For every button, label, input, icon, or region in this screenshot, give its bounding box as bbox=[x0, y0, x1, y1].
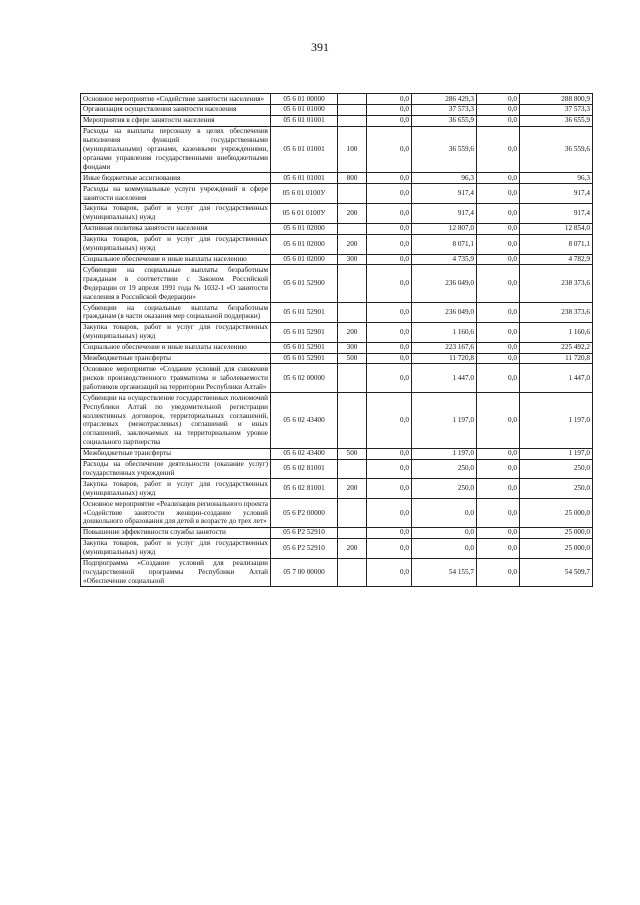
row-expense-type: 800 bbox=[338, 173, 367, 184]
row-code: 05 6 01 00000 bbox=[271, 94, 338, 105]
row-expense-type bbox=[338, 459, 367, 479]
row-expense-type bbox=[338, 223, 367, 234]
row-value-4: 917,4 bbox=[520, 184, 593, 204]
row-name: Закупка товаров, работ и услуг для государственных (муниципальных) нужд bbox=[81, 538, 271, 558]
row-value-4: 37 573,3 bbox=[520, 104, 593, 115]
row-value-1: 0,0 bbox=[367, 527, 412, 538]
table-row bbox=[81, 303, 593, 323]
row-value-4: 11 720,8 bbox=[520, 353, 593, 364]
row-value-4: 96,3 bbox=[520, 173, 593, 184]
row-value-3: 0,0 bbox=[477, 558, 520, 587]
row-name: Расходы на обеспечение деятельности (оказание услуг) государственных учреждений bbox=[81, 459, 271, 479]
row-value-3: 0,0 bbox=[477, 115, 520, 126]
row-expense-type: 300 bbox=[338, 254, 367, 265]
row-expense-type bbox=[338, 499, 367, 528]
row-name: Субвенции на социальные выплаты безработным гражданам (в части оказания мер социальной поддержки) bbox=[81, 303, 271, 323]
row-value-3: 0,0 bbox=[477, 364, 520, 393]
row-expense-type bbox=[338, 303, 367, 323]
row-value-3: 0,0 bbox=[477, 265, 520, 303]
table-row bbox=[81, 527, 593, 538]
row-value-2: 250,0 bbox=[412, 459, 477, 479]
row-value-1: 0,0 bbox=[367, 126, 412, 173]
row-name: Повышение эффективности службы занятости bbox=[81, 527, 271, 538]
row-value-4: 238 373,6 bbox=[520, 303, 593, 323]
row-name: Мероприятия в сфере занятости населения bbox=[81, 115, 271, 126]
row-value-4: 36 559,6 bbox=[520, 126, 593, 173]
row-code: 05 6 02 00000 bbox=[271, 364, 338, 393]
row-expense-type bbox=[338, 265, 367, 303]
row-value-3: 0,0 bbox=[477, 303, 520, 323]
row-code: 05 6 01 0100У bbox=[271, 184, 338, 204]
row-value-4: 1 160,6 bbox=[520, 322, 593, 342]
row-code: 05 6 02 81001 bbox=[271, 459, 338, 479]
row-value-4: 4 782,9 bbox=[520, 254, 593, 265]
budget-table-body bbox=[81, 94, 593, 587]
row-value-3: 0,0 bbox=[477, 254, 520, 265]
row-value-1: 0,0 bbox=[367, 364, 412, 393]
row-value-1: 0,0 bbox=[367, 115, 412, 126]
row-value-2: 286 429,3 bbox=[412, 94, 477, 105]
row-expense-type: 500 bbox=[338, 353, 367, 364]
row-code: 05 6 P2 52910 bbox=[271, 538, 338, 558]
row-value-2: 96,3 bbox=[412, 173, 477, 184]
row-value-2: 54 155,7 bbox=[412, 558, 477, 587]
row-value-1: 0,0 bbox=[367, 303, 412, 323]
row-value-2: 236 049,0 bbox=[412, 303, 477, 323]
row-expense-type bbox=[338, 104, 367, 115]
table-row bbox=[81, 126, 593, 173]
row-value-2: 0,0 bbox=[412, 538, 477, 558]
row-value-1: 0,0 bbox=[367, 223, 412, 234]
table-row bbox=[81, 364, 593, 393]
row-value-3: 0,0 bbox=[477, 223, 520, 234]
row-name: Субвенции на социальные выплаты безработным гражданам в соответствии с Законом Российской Федерации от 19 апреля 1991 года № 1032-1 «О занятости населения в Российской Федерации» bbox=[81, 265, 271, 303]
table-row bbox=[81, 104, 593, 115]
row-value-4: 1 447,0 bbox=[520, 364, 593, 393]
row-value-1: 0,0 bbox=[367, 254, 412, 265]
row-value-3: 0,0 bbox=[477, 527, 520, 538]
row-value-3: 0,0 bbox=[477, 203, 520, 223]
row-value-4: 250,0 bbox=[520, 479, 593, 499]
row-value-1: 0,0 bbox=[367, 393, 412, 448]
row-name: Подпрограмма «Создание условий для реализации государственной программы Республики Алтай «Обеспечение социальной bbox=[81, 558, 271, 587]
row-value-2: 1 197,0 bbox=[412, 448, 477, 459]
table-row bbox=[81, 448, 593, 459]
row-value-1: 0,0 bbox=[367, 353, 412, 364]
row-value-2: 36 559,6 bbox=[412, 126, 477, 173]
row-value-3: 0,0 bbox=[477, 538, 520, 558]
row-value-3: 0,0 bbox=[477, 393, 520, 448]
table-row bbox=[81, 234, 593, 254]
row-expense-type: 200 bbox=[338, 538, 367, 558]
row-name: Активная политика занятости населения bbox=[81, 223, 271, 234]
row-value-1: 0,0 bbox=[367, 459, 412, 479]
row-value-1: 0,0 bbox=[367, 203, 412, 223]
row-value-1: 0,0 bbox=[367, 558, 412, 587]
row-value-3: 0,0 bbox=[477, 353, 520, 364]
row-value-4: 8 071,1 bbox=[520, 234, 593, 254]
row-code: 05 7 00 00000 bbox=[271, 558, 338, 587]
row-value-3: 0,0 bbox=[477, 104, 520, 115]
row-value-3: 0,0 bbox=[477, 342, 520, 353]
table-row bbox=[81, 223, 593, 234]
row-expense-type: 200 bbox=[338, 203, 367, 223]
row-value-4: 288 800,9 bbox=[520, 94, 593, 105]
row-expense-type: 300 bbox=[338, 342, 367, 353]
row-code: 05 6 P2 52910 bbox=[271, 527, 338, 538]
row-value-4: 36 655,9 bbox=[520, 115, 593, 126]
row-value-2: 917,4 bbox=[412, 184, 477, 204]
row-value-3: 0,0 bbox=[477, 448, 520, 459]
row-name: Иные бюджетные ассигнования bbox=[81, 173, 271, 184]
row-name: Расходы на выплаты персоналу в целях обеспечения выполнения функций государственными (муниципальными) органами, казенными учреждениями, органами управления государственными внебюджетными фондами bbox=[81, 126, 271, 173]
row-name: Межбюджетные трансферты bbox=[81, 448, 271, 459]
row-code: 05 6 01 01000 bbox=[271, 104, 338, 115]
row-value-1: 0,0 bbox=[367, 94, 412, 105]
row-name: Межбюджетные трансферты bbox=[81, 353, 271, 364]
row-value-2: 1 160,6 bbox=[412, 322, 477, 342]
row-value-2: 1 447,0 bbox=[412, 364, 477, 393]
row-name: Социальное обеспечение и иные выплаты населению bbox=[81, 254, 271, 265]
row-value-1: 0,0 bbox=[367, 499, 412, 528]
row-code: 05 6 02 43400 bbox=[271, 393, 338, 448]
table-row bbox=[81, 558, 593, 587]
row-value-2: 0,0 bbox=[412, 527, 477, 538]
row-value-1: 0,0 bbox=[367, 265, 412, 303]
row-expense-type: 200 bbox=[338, 479, 367, 499]
row-value-2: 37 573,3 bbox=[412, 104, 477, 115]
row-code: 05 6 01 52901 bbox=[271, 322, 338, 342]
row-value-3: 0,0 bbox=[477, 94, 520, 105]
row-value-1: 0,0 bbox=[367, 104, 412, 115]
row-value-4: 238 373,6 bbox=[520, 265, 593, 303]
table-row bbox=[81, 499, 593, 528]
row-value-1: 0,0 bbox=[367, 173, 412, 184]
table-row bbox=[81, 254, 593, 265]
row-value-3: 0,0 bbox=[477, 322, 520, 342]
row-name: Основное мероприятие «Реализация регионального проекта «Содействие занятости женщин-создание условий дошкольного образования для детей в возрасте до трех лет» bbox=[81, 499, 271, 528]
row-value-4: 12 854,0 bbox=[520, 223, 593, 234]
row-value-2: 12 807,0 bbox=[412, 223, 477, 234]
table-row bbox=[81, 353, 593, 364]
row-expense-type bbox=[338, 393, 367, 448]
row-value-3: 0,0 bbox=[477, 184, 520, 204]
row-value-2: 8 071,1 bbox=[412, 234, 477, 254]
row-expense-type bbox=[338, 115, 367, 126]
row-value-3: 0,0 bbox=[477, 499, 520, 528]
row-value-1: 0,0 bbox=[367, 234, 412, 254]
row-value-4: 250,0 bbox=[520, 459, 593, 479]
row-value-2: 1 197,0 bbox=[412, 393, 477, 448]
row-value-4: 25 000,0 bbox=[520, 538, 593, 558]
budget-table bbox=[80, 93, 593, 587]
row-value-1: 0,0 bbox=[367, 448, 412, 459]
row-code: 05 6 01 01001 bbox=[271, 173, 338, 184]
table-row bbox=[81, 393, 593, 448]
row-name: Субвенции на осуществление государственных полномочий Республики Алтай по уведомительной регистрации коллективных договоров, территориальных соглашений, отраслевых (межотраслевых) соглашений и иных соглашений, заключаемых на территориальном уровне социального партнерства bbox=[81, 393, 271, 448]
row-expense-type: 200 bbox=[338, 322, 367, 342]
row-value-3: 0,0 bbox=[477, 459, 520, 479]
row-code: 05 6 01 01001 bbox=[271, 115, 338, 126]
row-value-4: 917,4 bbox=[520, 203, 593, 223]
row-code: 05 6 02 81001 bbox=[271, 479, 338, 499]
row-value-4: 25 000,0 bbox=[520, 499, 593, 528]
row-name: Закупка товаров, работ и услуг для государственных (муниципальных) нужд bbox=[81, 479, 271, 499]
row-value-4: 225 492,2 bbox=[520, 342, 593, 353]
row-value-2: 250,0 bbox=[412, 479, 477, 499]
row-name: Социальное обеспечение и иные выплаты населению bbox=[81, 342, 271, 353]
table-row bbox=[81, 342, 593, 353]
row-value-2: 4 735,9 bbox=[412, 254, 477, 265]
row-code: 05 6 P2 00000 bbox=[271, 499, 338, 528]
row-code: 05 6 01 02000 bbox=[271, 254, 338, 265]
table-row bbox=[81, 184, 593, 204]
row-value-1: 0,0 bbox=[367, 322, 412, 342]
row-expense-type bbox=[338, 364, 367, 393]
row-expense-type: 500 bbox=[338, 448, 367, 459]
table-row bbox=[81, 173, 593, 184]
row-expense-type bbox=[338, 527, 367, 538]
row-value-1: 0,0 bbox=[367, 184, 412, 204]
table-row bbox=[81, 538, 593, 558]
row-expense-type: 100 bbox=[338, 126, 367, 173]
row-value-4: 1 197,0 bbox=[520, 448, 593, 459]
row-value-2: 917,4 bbox=[412, 203, 477, 223]
row-value-1: 0,0 bbox=[367, 479, 412, 499]
row-value-4: 54 509,7 bbox=[520, 558, 593, 587]
row-value-4: 25 000,0 bbox=[520, 527, 593, 538]
row-expense-type bbox=[338, 94, 367, 105]
row-code: 05 6 01 02000 bbox=[271, 234, 338, 254]
row-value-2: 36 655,9 bbox=[412, 115, 477, 126]
row-expense-type: 200 bbox=[338, 234, 367, 254]
row-code: 05 6 01 0100У bbox=[271, 203, 338, 223]
row-value-1: 0,0 bbox=[367, 538, 412, 558]
row-name: Основное мероприятие «Содействие занятости населения» bbox=[81, 94, 271, 105]
table-row bbox=[81, 265, 593, 303]
row-value-2: 11 720,8 bbox=[412, 353, 477, 364]
row-value-2: 0,0 bbox=[412, 499, 477, 528]
row-value-1: 0,0 bbox=[367, 342, 412, 353]
row-name: Организация осуществления занятости населения bbox=[81, 104, 271, 115]
row-value-4: 1 197,0 bbox=[520, 393, 593, 448]
table-row bbox=[81, 479, 593, 499]
row-code: 05 6 01 01001 bbox=[271, 126, 338, 173]
table-row bbox=[81, 459, 593, 479]
row-code: 05 6 02 43400 bbox=[271, 448, 338, 459]
row-code: 05 6 01 52901 bbox=[271, 353, 338, 364]
row-code: 05 6 01 52901 bbox=[271, 342, 338, 353]
row-name: Закупка товаров, работ и услуг для государственных (муниципальных) нужд bbox=[81, 203, 271, 223]
row-value-3: 0,0 bbox=[477, 173, 520, 184]
row-value-2: 236 049,0 bbox=[412, 265, 477, 303]
row-code: 05 6 01 52901 bbox=[271, 303, 338, 323]
page-number: 391 bbox=[311, 40, 329, 54]
row-code: 05 6 01 52900 bbox=[271, 265, 338, 303]
row-value-3: 0,0 bbox=[477, 126, 520, 173]
row-name: Расходы на коммунальные услуги учреждений в сфере занятости населения bbox=[81, 184, 271, 204]
row-value-3: 0,0 bbox=[477, 234, 520, 254]
row-name: Закупка товаров, работ и услуг для государственных (муниципальных) нужд bbox=[81, 234, 271, 254]
table-row bbox=[81, 322, 593, 342]
table-row bbox=[81, 94, 593, 105]
row-code: 05 6 01 02000 bbox=[271, 223, 338, 234]
row-name: Закупка товаров, работ и услуг для государственных (муниципальных) нужд bbox=[81, 322, 271, 342]
row-expense-type bbox=[338, 184, 367, 204]
row-expense-type bbox=[338, 558, 367, 587]
table-row bbox=[81, 115, 593, 126]
table-row bbox=[81, 203, 593, 223]
row-value-2: 223 167,6 bbox=[412, 342, 477, 353]
row-value-3: 0,0 bbox=[477, 479, 520, 499]
row-name: Основное мероприятие «Создание условий для снижения рисков производственного травматизма и заболеваемости работников организаций на территории Республики Алтай» bbox=[81, 364, 271, 393]
